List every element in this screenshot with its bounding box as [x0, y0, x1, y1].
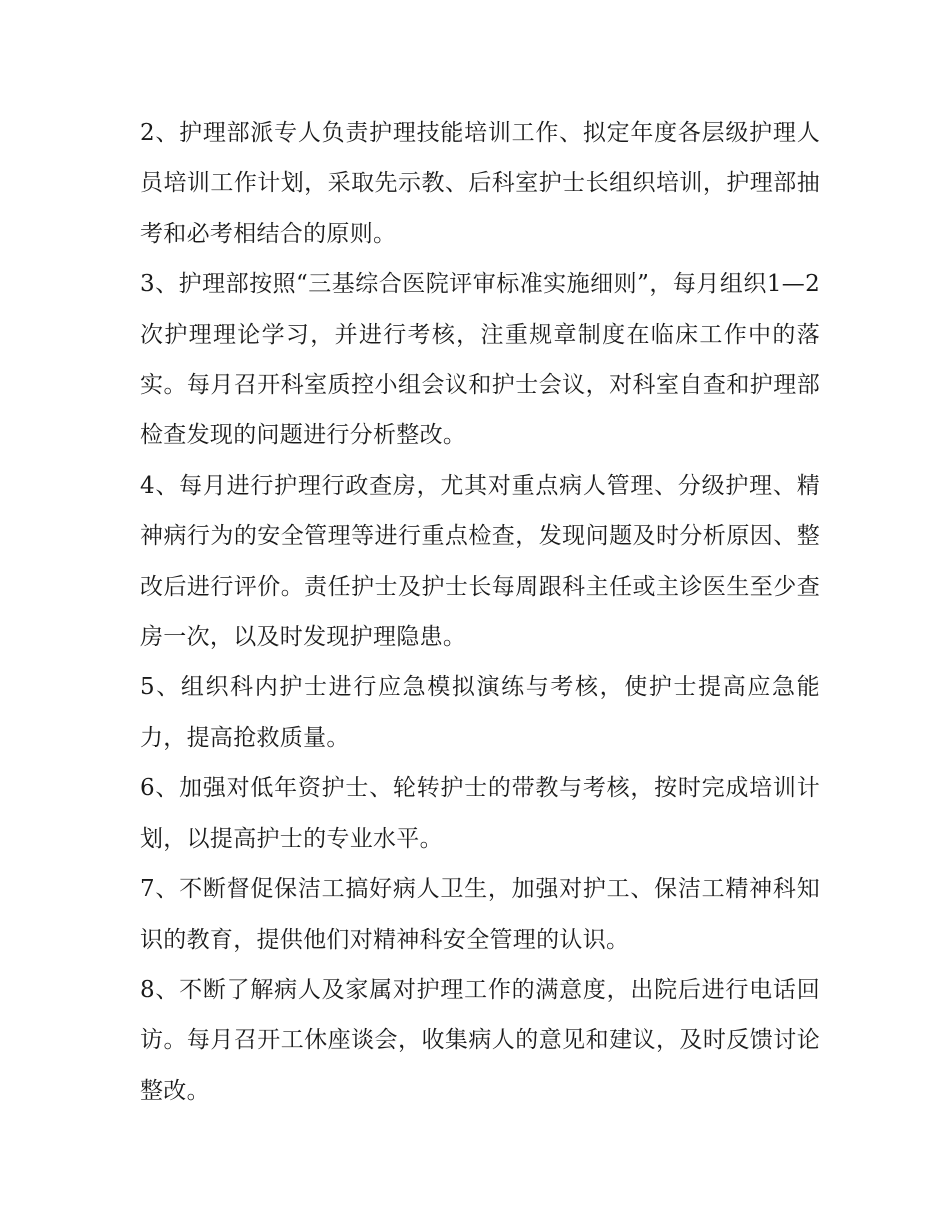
paragraph-item-8: 8、不断了解病人及家属对护理工作的满意度，出院后进行电话回访。每月召开工休座谈会，收集病人的意见和建议，及时反馈讨论整改。 [140, 976, 820, 1104]
paragraph-item-4: 4、每月进行护理行政查房，尤其对重点病人管理、分级护理、精神病行为的安全管理等进行重点检查，发现问题及时分析原因、整改后进行评价。责任护士及护士长每周跟科主任或主诊医生至少查房一次，以及时发现护理隐患。 [140, 472, 820, 651]
paragraph-item-6: 6、加强对低年资护士、轮转护士的带教与考核，按时完成培训计划，以提高护士的专业水平。 [140, 775, 820, 852]
paragraph-item-7: 7、不断督促保洁工搞好病人卫生，加强对护工、保洁工精神科知识的教育，提供他们对精神科安全管理的认识。 [140, 876, 820, 953]
paragraph-item-3: 3、护理部按照“三基综合医院评审标准实施细则”，每月组织1—2次护理理论学习，并进行考核，注重规章制度在临床工作中的落实。每月召开科室质控小组会议和护士会议，对科室自查和护理部检查发现的问题进行分析整改。 [140, 271, 820, 449]
paragraph-item-2: 2、护理部派专人负责护理技能培训工作、拟定年度各层级护理人员培训工作计划，采取先示教、后科室护士长组织培训，护理部抽考和必考相结合的原则。 [140, 120, 820, 247]
paragraph-item-5: 5、组织科内护士进行应急模拟演练与考核，使护士提高应急能力，提高抢救质量。 [140, 674, 820, 751]
document-body [140, 108, 820, 1116]
